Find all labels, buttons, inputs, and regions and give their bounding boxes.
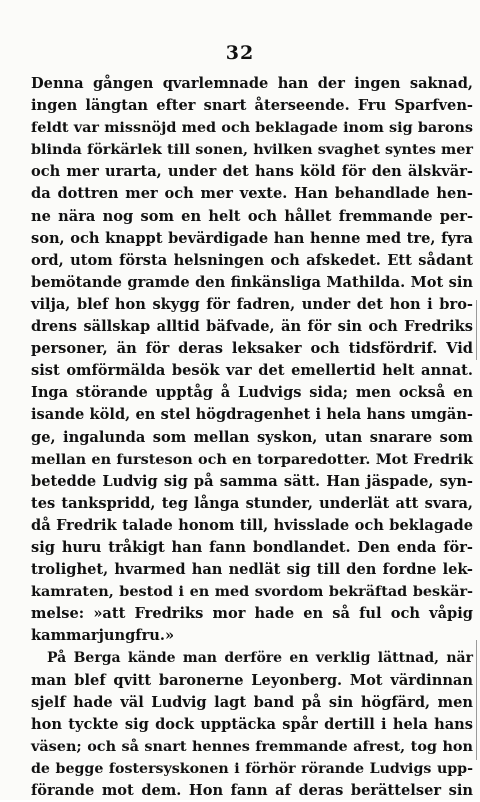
text-line: hon tyckte sig dock upptäcka spår dertill i hela hans — [31, 715, 473, 733]
text-line: drens sällskap alltid bäfvade, än för sin och Fredriks — [31, 318, 473, 336]
text-line: da dottren mer och mer vexte. Han behandlade hen- — [31, 185, 473, 203]
text-line: Inga störande upptåg å Ludvigs sida; men också en — [31, 384, 473, 402]
text-line: då Fredrik talade honom till, hvisslade och beklagade — [31, 516, 473, 534]
text-line: kamraten, bestod i en med svordom bekräftad beskär- — [31, 583, 473, 601]
page-number: 32 — [225, 42, 255, 64]
text-line: feldt var missnöjd med och beklagade inom sig barons — [31, 119, 473, 137]
text-line: ne nära nog som en helt och hållet fremmande per- — [31, 207, 473, 225]
margin-rule — [476, 300, 477, 360]
text-line: blinda förkärlek till sonen, hvilken svaghet syntes mer — [31, 141, 473, 159]
text-line: kammarjungfru.» — [31, 627, 175, 645]
text-line: trolighet, hvarmed han nedlät sig till den fordne lek- — [31, 561, 473, 579]
text-line: bemötande gramde den finkänsliga Mathilda. Mot sin — [31, 273, 473, 291]
body-text — [31, 73, 473, 802]
text-line: väsen; och så snart hennes fremmande afrest, tog hon — [31, 737, 473, 755]
text-line: sjelf hade väl Ludvig lagt band på sin högfärd, men — [31, 693, 473, 711]
text-line: och mer urarta, under det hans köld för den älskvär- — [31, 163, 473, 181]
text-line: man blef qvitt baronerne Leyonberg. Mot värdinnan — [31, 671, 473, 689]
text-line: son, och knappt bevärdigade han henne med tre, fyra — [31, 229, 473, 247]
text-line: Denna gången qvarlemnade han der ingen saknad, — [31, 75, 473, 92]
text-line: På Berga kände man derföre en verklig lättnad, när — [47, 650, 473, 667]
text-line: ge, ingalunda som mellan syskon, utan snarare som — [31, 428, 473, 446]
text-line: vilja, blef hon skygg för fadren, under det hon i bro- — [31, 295, 473, 313]
text-line: sig huru tråkigt han fann bondlandet. Den enda för- — [31, 538, 473, 556]
text-line: tes tankspridd, teg långa stunder, underlät att svara, — [31, 494, 473, 512]
text-line: isande köld, en stel högdragenhet i hela hans umgän- — [31, 406, 473, 424]
margin-rule — [476, 640, 477, 760]
text-line: melse: »att Fredriks mor hade en så ful och våpig — [31, 605, 473, 623]
text-line: sist omförmälda besök var det emellertid helt annat. — [31, 362, 473, 380]
text-line: ord, utom första helsningen och afskedet. Ett sådant — [31, 251, 473, 269]
text-line: förande mot dem. Hon fann af deras berättelser sin — [31, 782, 473, 799]
paragraph-2 — [31, 647, 473, 802]
text-line: mellan en fursteson och en torparedotter. Mot Fredrik — [31, 450, 473, 468]
text-line: ingen längtan efter snart återseende. Fru Sparfven- — [31, 97, 473, 115]
text-line: betedde Ludvig sig på samma sätt. Han jäspade, syn- — [31, 472, 473, 490]
paragraph-1 — [31, 73, 473, 647]
text-line: de begge fostersyskonen i förhör rörande Ludvigs upp- — [31, 760, 473, 777]
text-line: personer, än för deras leksaker och tidsfördrif. Vid — [31, 340, 473, 358]
